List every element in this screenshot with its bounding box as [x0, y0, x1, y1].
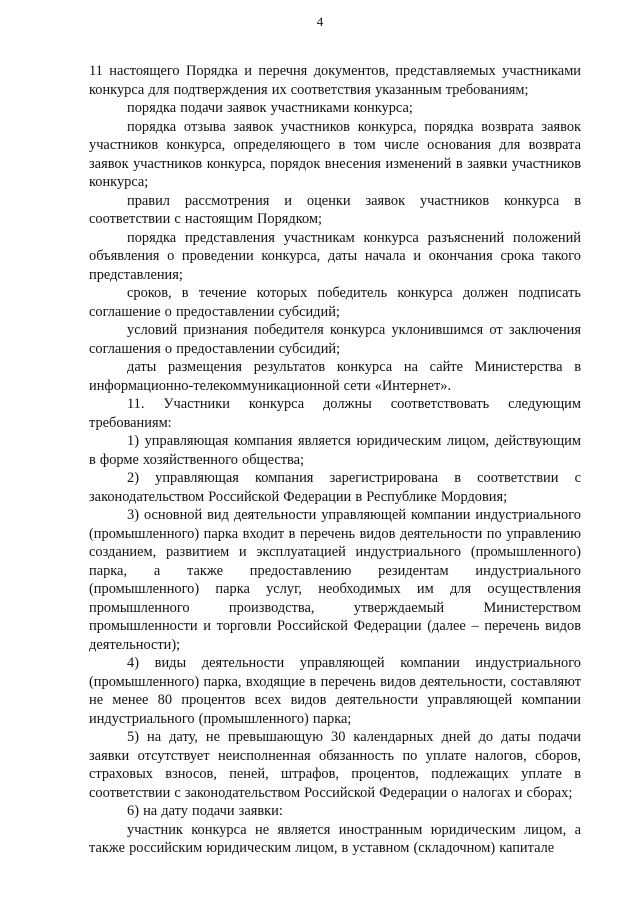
- paragraph: 5) на дату, не превышающую 30 календарных дней до даты подачи заявки отсутствует неисполненная обязанность по уплате налогов, сборов, страховых взносов, пеней, штрафов, процентов, подлежащих уплате в соответствии с законодательством Российской Федерации о налогах и сборах;: [89, 729, 581, 801]
- paragraph: 2) управляющая компания зарегистрирована в соответствии с законодательством Российской Федерации в Республике Мордовия;: [89, 470, 581, 505]
- paragraph: 1) управляющая компания является юридическим лицом, действующим в форме хозяйственного общества;: [89, 433, 581, 468]
- paragraph: порядка подачи заявок участниками конкурса;: [127, 100, 413, 116]
- paragraph: сроков, в течение которых победитель конкурса должен подписать соглашение о предоставлении субсидий;: [89, 285, 581, 320]
- paragraph: порядка отзыва заявок участников конкурса, порядка возврата заявок участников конкурса, определяющего в том числе основания для возврата заявок участников конкурса, порядок внесения изменений в заявки участников конкурса;: [89, 118, 581, 190]
- paragraph: участник конкурса не является иностранным юридическим лицом, а также российским юридическим лицом, в уставном (складочном) капитале: [89, 821, 581, 856]
- paragraph: даты размещения результатов конкурса на сайте Министерства в информационно-телекоммуникационной сети «Интернет».: [89, 359, 581, 394]
- paragraph: условий признания победителя конкурса уклонившимся от заключения соглашения о предоставлении субсидий;: [89, 322, 581, 357]
- document-body: [89, 62, 581, 858]
- paragraph: правил рассмотрения и оценки заявок участников конкурса в соответствии с настоящим Порядком;: [89, 192, 581, 227]
- paragraph: 11. Участники конкурса должны соответствовать следующим требованиям:: [89, 396, 581, 431]
- paragraph: 6) на дату подачи заявки:: [127, 803, 283, 819]
- paragraph: 4) виды деятельности управляющей компании индустриального (промышленного) парка, входящие в перечень видов деятельности, составляют не менее 80 процентов всех видов деятельности управляющей компании индустриального (промышленного) парка;: [89, 655, 581, 727]
- page-number: 4: [316, 14, 324, 29]
- paragraph: 3) основной вид деятельности управляющей компании индустриального (промышленного) парка входит в перечень видов деятельности по управлению созданием, развитием и эксплуатацией индустриального (промышленного) парка, а также предоставлению резидентам индустриального (промышленного) парка услуг, необходимых им для осуществления промышленного производства, утверждаемый Министерством промышленности и торговли Российской Федерации (далее – перечень видов деятельности);: [89, 507, 581, 653]
- paragraph: порядка представления участникам конкурса разъяснений положений объявления о проведении конкурса, даты начала и окончания срока такого представления;: [89, 229, 581, 283]
- paragraph: 11 настоящего Порядка и перечня документов, представляемых участниками конкурса для подтверждения их соответствия указанным требованиям;: [89, 63, 581, 98]
